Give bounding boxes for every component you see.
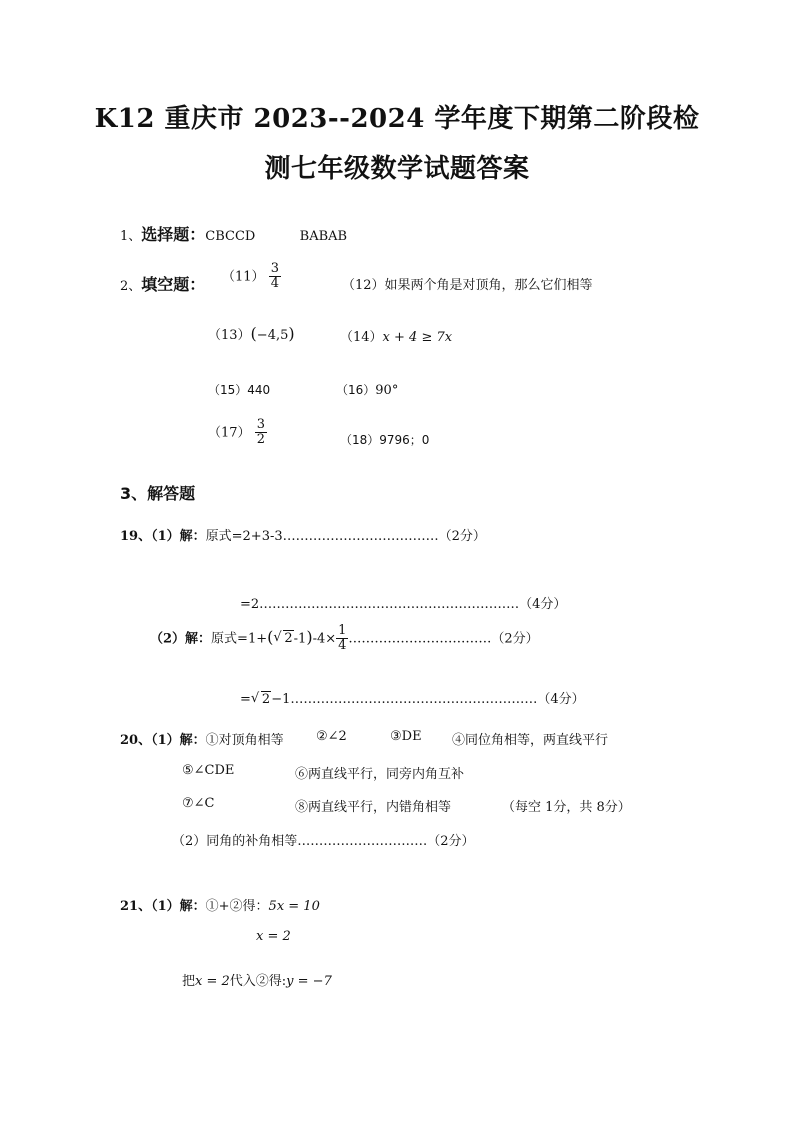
- answer-16: （16）90°: [336, 383, 399, 398]
- q20-blank-6: ⑥两直线平行，同旁内角互补: [295, 767, 465, 782]
- fraction: $\frac{3}{4}$: [270, 261, 279, 292]
- section-number: 2、: [120, 279, 142, 294]
- section-solve: 3、解答题: [120, 484, 196, 503]
- answer-17: （17） $\frac{3}{2}$: [208, 417, 265, 448]
- q20-blank-8: ⑧两直线平行，内错角相等: [295, 800, 452, 815]
- answer-12: （12）如果两个角是对顶角，那么它们相等: [342, 278, 593, 293]
- q20-part2: （2）同角的补角相等…………………………（2分）: [172, 834, 475, 849]
- choice-answers-a: CBCCD: [205, 229, 256, 244]
- q20-blank-7: ⑦∠C: [182, 796, 215, 811]
- q20-scoring-note: （每空 1分，共 8分）: [502, 800, 631, 815]
- sqrt-symbol: √ 2: [251, 692, 271, 707]
- q19-part1-result: =2……………………………………………………（4分）: [240, 597, 567, 612]
- answer-15: （15）440: [208, 383, 271, 397]
- q21-step2: x = 2: [256, 929, 291, 944]
- section-fill: [120, 272, 205, 295]
- q21-part1: 21、（1）解：①+②得：5x = 10: [120, 899, 320, 914]
- q19-part1: 19、（1）解：原式=2+3-3………………………………（2分）: [120, 529, 486, 544]
- q20-blank-3: ③DE: [390, 729, 422, 744]
- q20-blank-5: ⑤∠CDE: [182, 763, 235, 778]
- page-title-line-2: 测七年级数学试题答案: [264, 154, 530, 184]
- sqrt-symbol: √ 2: [273, 631, 293, 646]
- section-label: 填空题：: [141, 275, 206, 294]
- section-label: 选择题：: [141, 225, 206, 244]
- q21-step3: 把x = 2代入②得:y = −7: [182, 974, 332, 989]
- q20-blank-2: ②∠2: [316, 729, 347, 744]
- answer-18: （18）9796；0: [340, 433, 430, 447]
- q20-blank-4: ④同位角相等，两直线平行: [452, 733, 609, 748]
- answer-11: （11） $\frac{3}{4}$: [222, 261, 279, 292]
- answer-13: （13）(−4,5): [208, 324, 295, 343]
- fraction: $\frac{1}{4}$: [338, 623, 347, 654]
- section-choice: [120, 222, 347, 245]
- section-number: 1、: [120, 229, 142, 244]
- fraction: $\frac{3}{2}$: [256, 417, 265, 448]
- q19-part2: （2）解：原式=1+(√ 2-1)-4× $\frac{1}{4}$ ……………………………（2分）: [150, 624, 539, 654]
- page-title-line-1: K12 重庆市 2023--2024 学年度下期第二阶段检: [94, 104, 700, 134]
- answer-14: （14）x + 4 ≥ 7x: [340, 330, 453, 345]
- choice-answers-b: BABAB: [299, 229, 348, 244]
- q20-part1-row1: 20、（1）解：①对顶角相等: [120, 733, 284, 748]
- q19-part2-result: =√ 2−1…………………………………………………（4分）: [240, 688, 585, 707]
